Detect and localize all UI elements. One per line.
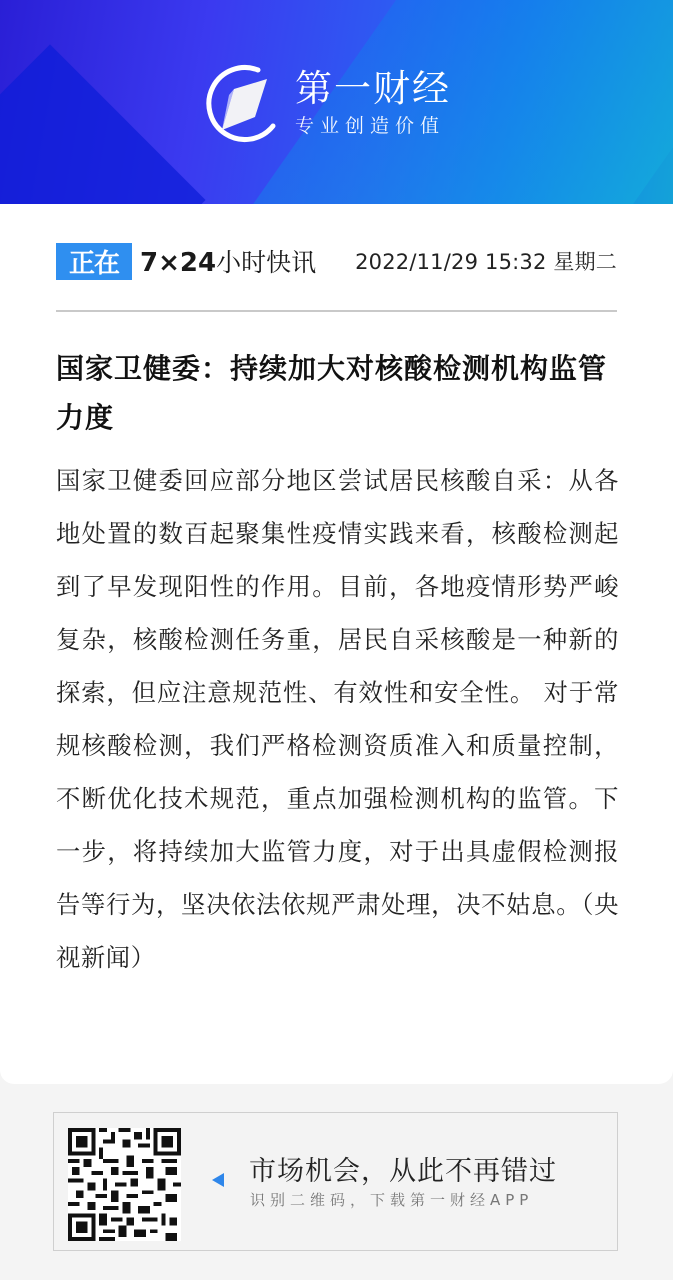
article-body: 国家卫健委回应部分地区尝试居民核酸自采：从各地处置的数百起聚集性疫情实践来看，核酸检测起到了早发现阳性的作用。目前，各地疫情形势严峻复杂，核酸检测任务重，居民自采核酸是一种新的探索，但应注意规范性、有效性和安全性。 对于常规核酸检测，我们严格检测资质准入和质量控制，不断优化技术规范，重点加强检测机构的监管。下一步，将持续加大监管力度，对于出具虚假检测报告等行为，坚决依法依规严肃处理，决不姑息。（央视新闻） bbox=[56, 466, 619, 972]
feed-name-number: 7×24 bbox=[140, 248, 217, 278]
app-download-promo[interactable] bbox=[53, 1112, 618, 1251]
yicai-logo-icon bbox=[203, 62, 285, 144]
banner-decoration bbox=[0, 44, 206, 204]
feed-name-text: 小时快讯 bbox=[216, 248, 317, 277]
promo-title: 市场机会，从此不再错过 bbox=[249, 1156, 557, 1187]
header-banner bbox=[0, 0, 673, 204]
brand-lockup bbox=[203, 62, 451, 144]
divider bbox=[56, 310, 617, 312]
promo-subtitle: 识别二维码，下载第一财经APP bbox=[250, 1191, 534, 1209]
live-badge: 正在 bbox=[56, 243, 132, 280]
article-headline: 国家卫健委：持续加大对核酸检测机构监管力度 bbox=[56, 352, 608, 434]
arrow-left-icon bbox=[212, 1173, 224, 1187]
timestamp: 2022/11/29 15:32 星期二 bbox=[355, 250, 617, 274]
feed-name bbox=[140, 243, 316, 279]
qr-code-icon[interactable] bbox=[68, 1128, 181, 1241]
feed-meta-row bbox=[56, 242, 617, 280]
brand-name: 第一财经 bbox=[295, 67, 451, 110]
news-card bbox=[0, 204, 673, 1084]
brand-slogan: 专业创造价值 bbox=[295, 115, 446, 137]
